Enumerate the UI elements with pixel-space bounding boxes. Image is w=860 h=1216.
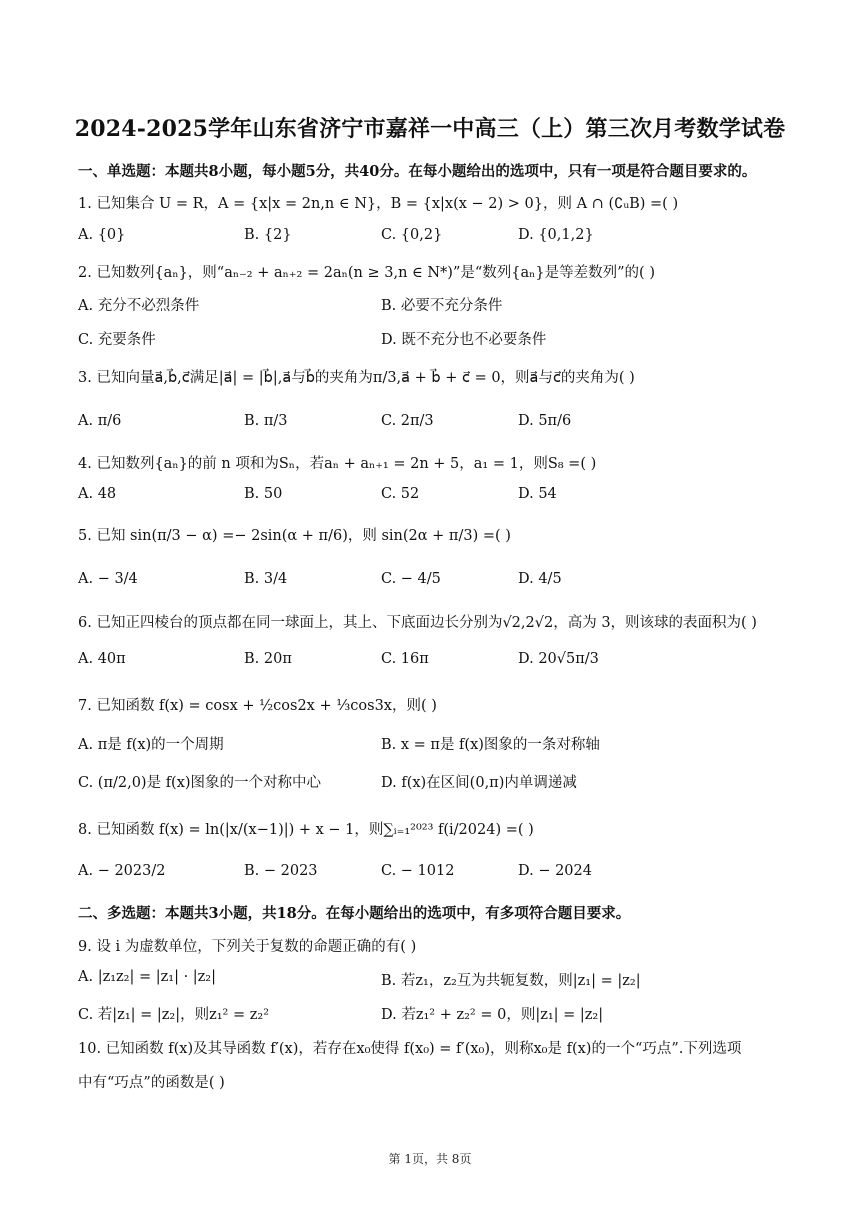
- question-1-option-b: B. {2}: [244, 227, 292, 243]
- question-8-option-b: B. − 2023: [244, 863, 318, 879]
- question-8-option-c: C. − 1012: [381, 863, 455, 879]
- question-4-stem: 4. 已知数列{aₙ}的前 n 项和为Sₙ，若aₙ + aₙ₊₁ = 2n + 5，a₁ = 1，则S₈ =( ): [78, 456, 597, 472]
- question-6-option-c: C. 16π: [381, 651, 429, 667]
- section-multiple-choice-header: 二、多选题：本题共3小题，共18分。在每小题给出的选项中，有多项符合题目要求。: [78, 905, 631, 922]
- question-3-stem: 3. 已知向量a⃗,b⃗,c⃗满足|a⃗| = |b⃗|,a⃗与b⃗的夹角为π/3,a⃗ + b⃗ + c⃗ = 0，则a⃗与c⃗的夹角为( ): [78, 370, 635, 386]
- question-3-option-b: B. π/3: [244, 413, 288, 429]
- question-6-option-d: D. 20√5π/3: [518, 651, 599, 667]
- question-5-option-b: B. 3/4: [244, 571, 288, 587]
- question-9-option-d: D. 若z₁² + z₂² = 0，则|z₁| = |z₂|: [381, 1007, 604, 1023]
- question-2-option-c: C. 充要条件: [78, 332, 156, 348]
- question-8-option-d: D. − 2024: [518, 863, 592, 879]
- question-2-stem: 2. 已知数列{aₙ}，则“aₙ₋₂ + aₙ₊₂ = 2aₙ(n ≥ 3,n ∈ N*)”是“数列{aₙ}是等差数列”的( ): [78, 265, 655, 281]
- question-6-option-b: B. 20π: [244, 651, 292, 667]
- question-4-option-c: C. 52: [381, 486, 420, 502]
- page-footer: 第 1页，共 8页: [388, 1152, 472, 1166]
- question-2-option-d: D. 既不充分也不必要条件: [381, 332, 547, 348]
- question-5-option-c: C. − 4/5: [381, 571, 441, 587]
- page-title: 2024-2025学年山东省济宁市嘉祥一中高三（上）第三次月考数学试卷: [74, 116, 786, 142]
- question-9-stem: 9. 设 i 为虚数单位，下列关于复数的命题正确的有( ): [78, 939, 417, 955]
- question-9-option-c: C. 若|z₁| = |z₂|，则z₁² = z₂²: [78, 1007, 270, 1023]
- question-3-option-a: A. π/6: [78, 413, 122, 429]
- question-3-option-d: D. 5π/6: [518, 413, 572, 429]
- question-1-option-a: A. {0}: [78, 227, 126, 243]
- question-8-option-a: A. − 2023/2: [78, 863, 166, 879]
- question-2-option-b: B. 必要不充分条件: [381, 298, 503, 314]
- question-7-option-b: B. x = π是 f(x)图象的一条对称轴: [381, 737, 600, 753]
- question-4-option-b: B. 50: [244, 486, 283, 502]
- question-8-stem: 8. 已知函数 f(x) = ln(|x/(x−1)|) + x − 1，则∑ᵢ₌₁²⁰²³ f(i/2024) =( ): [78, 822, 534, 838]
- question-4-option-d: D. 54: [518, 486, 557, 502]
- question-7-option-a: A. π是 f(x)的一个周期: [78, 737, 224, 753]
- question-1-option-d: D. {0,1,2}: [518, 227, 594, 243]
- question-9-option-a: A. |z₁z₂| = |z₁| · |z₂|: [78, 969, 217, 985]
- question-4-option-a: A. 48: [78, 486, 117, 502]
- question-6-option-a: A. 40π: [78, 651, 126, 667]
- question-5-option-a: A. − 3/4: [78, 571, 138, 587]
- question-5-option-d: D. 4/5: [518, 571, 562, 587]
- question-9-option-b: B. 若z₁，z₂互为共轭复数，则|z₁| = |z₂|: [381, 973, 641, 989]
- question-6-stem: 6. 已知正四棱台的顶点都在同一球面上，其上、下底面边长分别为√2,2√2，高为 3，则该球的表面积为( ): [78, 615, 757, 631]
- question-7-stem: 7. 已知函数 f(x) = cosx + ½cos2x + ⅓cos3x，则( ): [78, 698, 437, 714]
- question-2-option-a: A. 充分不必烈条件: [78, 298, 200, 314]
- question-7-option-c: C. (π/2,0)是 f(x)图象的一个对称中心: [78, 775, 322, 791]
- question-1-option-c: C. {0,2}: [381, 227, 443, 243]
- question-3-option-c: C. 2π/3: [381, 413, 434, 429]
- question-7-option-d: D. f(x)在区间(0,π)内单调递减: [381, 775, 577, 791]
- question-10-stem-line-2: 中有“巧点”的函数是( ): [78, 1075, 225, 1091]
- question-5-stem: 5. 已知 sin(π/3 − α) =− 2sin(α + π/6)，则 sin(2α + π/3) =( ): [78, 528, 511, 544]
- question-1-stem: 1. 已知集合 U = R，A = {x|x = 2n,n ∈ N}，B = {x|x(x − 2) > 0}，则 A ∩ (∁ᵤB) =( ): [78, 196, 679, 212]
- section-single-choice-header: 一、单选题：本题共8小题，每小题5分，共40分。在每小题给出的选项中，只有一项是符合题目要求的。: [78, 163, 757, 180]
- question-10-stem-line-1: 10. 已知函数 f(x)及其导函数 f′(x)，若存在x₀使得 f(x₀) = f′(x₀)，则称x₀是 f(x)的一个“巧点”.下列选项: [78, 1041, 742, 1057]
